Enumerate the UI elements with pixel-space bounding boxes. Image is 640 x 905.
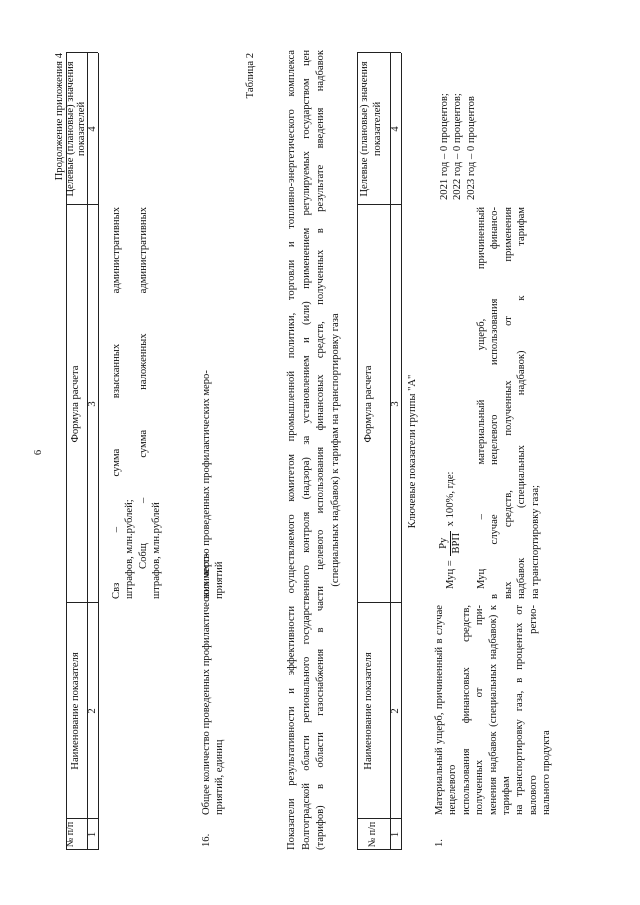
t1-colnum-2: 2	[87, 708, 98, 714]
t2-row1-formula	[438, 207, 542, 599]
t1-header-name: Наименование показателя	[70, 652, 81, 770]
t2-header-formula: Формула расчета	[363, 365, 374, 443]
t1-colnum-1: 1	[87, 831, 98, 838]
t2-header-target: Целевые (плановые) значения показателей	[359, 61, 383, 197]
t1-header-formula: Формула расчета	[70, 365, 81, 443]
table2-label: Таблица 2	[245, 53, 256, 99]
t1-row16-formula: количество проведенных профилактических меро- приятий	[201, 370, 226, 599]
group-a-title: Ключевые показатели группы "А"	[407, 374, 418, 529]
continuation-note: Продолжение приложения 4	[54, 53, 65, 181]
t2-colnum-1: 1	[390, 831, 401, 838]
t1-colnum-4: 4	[87, 126, 98, 132]
t2-header-name: Наименование показателя	[363, 652, 374, 770]
formula-description: Муц – материальный ущерб, причиненный в случае нецелевого использования финансо- вых средств, полученных от применения надбавок (специальных надбавок) к тарифам на транспортировку газа;	[476, 207, 541, 599]
formula-expression: Муц = Ру ВРП x 100%, где:	[438, 471, 462, 589]
t2-row1-targets: 2021 год – 0 процентов; 2022 год – 0 процентов; 2023 год – 0 процентов	[439, 93, 477, 200]
t1-row16-num: 16.	[201, 833, 212, 847]
t1-header-target: Целевые (плановые) значения показателей	[65, 61, 87, 197]
table2-caption: Показатели результативности и эффективности осуществляемого комитетом промышленной политики, торговли и топливно-энергетического комплекса Волгоградской области регионального государственного контроля (надзора) за установлением и (или) применением регулируемых государством цен (тарифов) в области газоснабжения в части целевого использования финансовых средств, полученных в результате введения надбавок (специальных надбавок) к тарифам на транспортировку газа	[286, 50, 342, 850]
page-number: 6	[33, 449, 44, 456]
t2-row1-num: 1.	[434, 839, 445, 847]
t2-header-num: № п/п	[367, 821, 378, 848]
formula-fraction: Ру ВРП	[438, 532, 462, 554]
t1-header-num: № п/п	[65, 821, 76, 848]
t2-colnum-2: 2	[390, 708, 401, 714]
t1-colnum-3: 3	[87, 401, 98, 407]
t2-row1-name: Материальный ущерб, причиненный в случае нецелевого использования финансовых средств, полученных от при- менения надбавок (специальных надбавок) к тарифам на транспортировку газа, в процентах от валового регио- нального продукта	[434, 605, 553, 815]
t1-formula-legend: Свз – сумма взысканных административных штрафов, млн.рублей; Собщ – сумма наложенных административных штрафов, млн.рублей	[111, 207, 163, 599]
t1-row16-name: Общее количество проведенных профилактических меро- приятий, единиц	[201, 552, 226, 815]
t2-colnum-4: 4	[390, 126, 401, 132]
t2-colnum-3: 3	[390, 401, 401, 407]
